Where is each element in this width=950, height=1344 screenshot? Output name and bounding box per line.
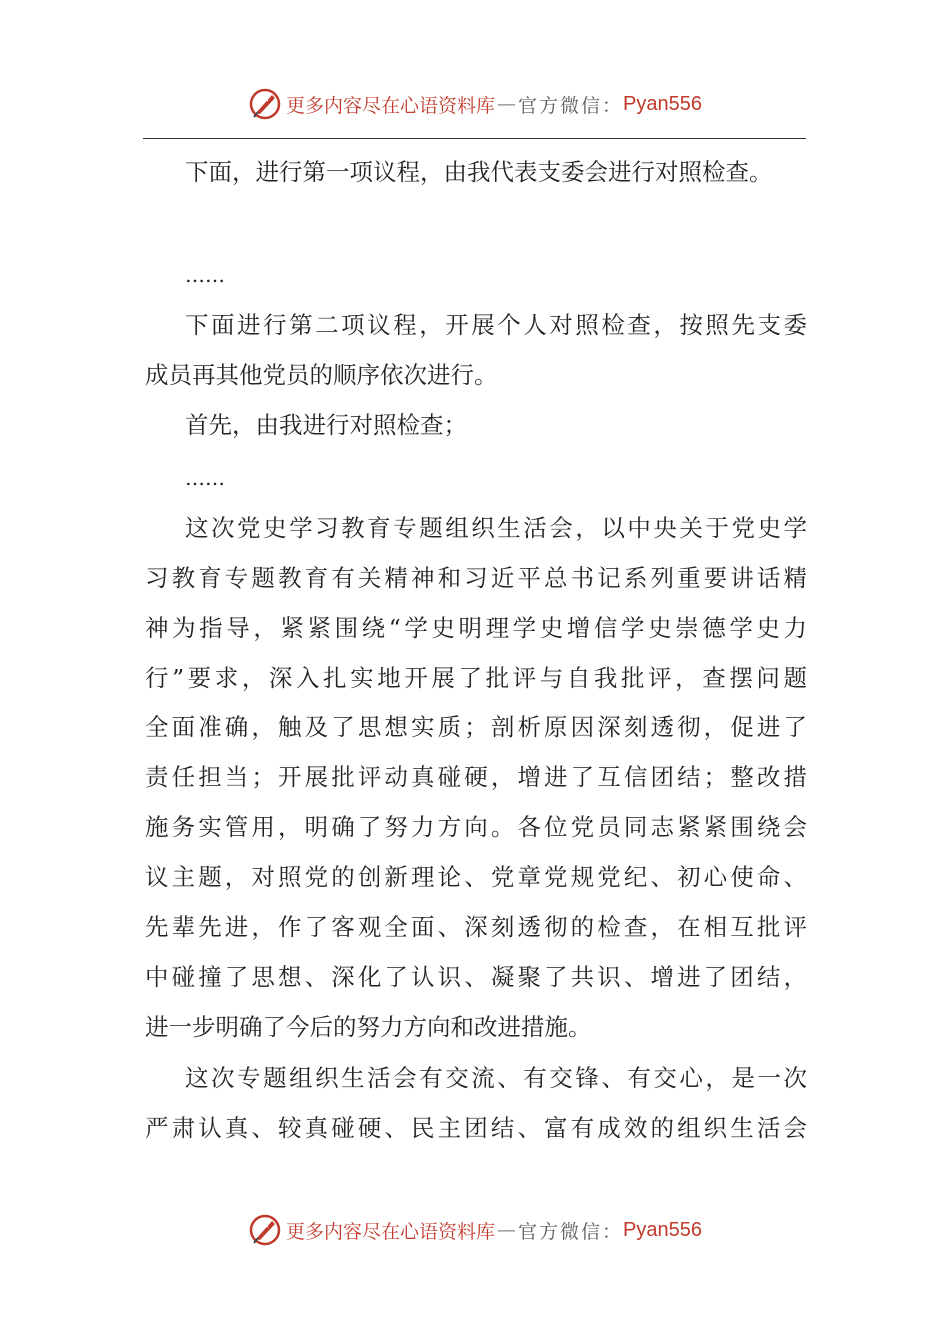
paragraph-line: 下面，进行第一项议程，由我代表支委会进行对照检查。 (185, 158, 773, 186)
paragraph-line: 这次党史学习教育专题组织生活会，以中央关于党史学 (185, 514, 807, 542)
header-banner (0, 84, 950, 124)
brand-text: 更多内容尽在心语资料库 (286, 94, 496, 117)
wechat-handle: Pyan556 (623, 1218, 702, 1241)
quill-pen-logo-icon (248, 87, 282, 121)
wechat-handle: Pyan556 (623, 92, 702, 115)
paragraph-line: 议主题，对照党的创新理论、党章党规党纪、初心使命、 (145, 863, 807, 891)
brand-dash: — (497, 1219, 517, 1241)
paragraph-line: 先辈先进，作了客观全面、深刻透彻的检查，在相互批评 (145, 913, 807, 941)
paragraph-line: 全面准确，触及了思想实质；剖析原因深刻透彻，促进了 (145, 713, 807, 741)
paragraph-line: …… (185, 263, 225, 287)
paragraph-line: 进一步明确了今后的努力方向和改进措施。 (145, 1013, 592, 1041)
paragraph-line: 神为指导，紧紧围绕“学史明理学史增信学史崇德学史力 (145, 614, 807, 642)
paragraph-line: …… (185, 466, 225, 490)
paragraph-line: 下面进行第二项议程，开展个人对照检查，按照先支委 (185, 311, 807, 339)
paragraph-line: 中碰撞了思想、深化了认识、凝聚了共识、增进了团结， (145, 963, 807, 991)
wechat-label: 官方微信： (518, 94, 624, 117)
wechat-label: 官方微信： (518, 1220, 624, 1243)
paragraph-line: 习教育专题教育有关精神和习近平总书记系列重要讲话精 (145, 564, 807, 592)
paragraph-line: 成员再其他党员的顺序依次进行。 (145, 361, 498, 389)
paragraph-line: 首先，由我进行对照检查； (185, 411, 467, 439)
paragraph-line: 责任担当；开展批评动真碰硬，增进了互信团结；整改措 (145, 763, 807, 791)
paragraph-line: 行”要求，深入扎实地开展了批评与自我批评，查摆问题 (145, 664, 807, 692)
paragraph-line: 这次专题组织生活会有交流、有交锋、有交心，是一次 (185, 1064, 807, 1092)
header-rule (143, 138, 806, 139)
brand-dash: — (497, 93, 517, 115)
footer-banner (0, 1210, 950, 1250)
quill-pen-logo-icon (248, 1213, 282, 1247)
paragraph-line: 施务实管用，明确了努力方向。各位党员同志紧紧围绕会 (145, 813, 807, 841)
brand-text: 更多内容尽在心语资料库 (286, 1220, 496, 1243)
paragraph-line: 严肃认真、较真碰硬、民主团结、富有成效的组织生活会 (145, 1114, 807, 1142)
